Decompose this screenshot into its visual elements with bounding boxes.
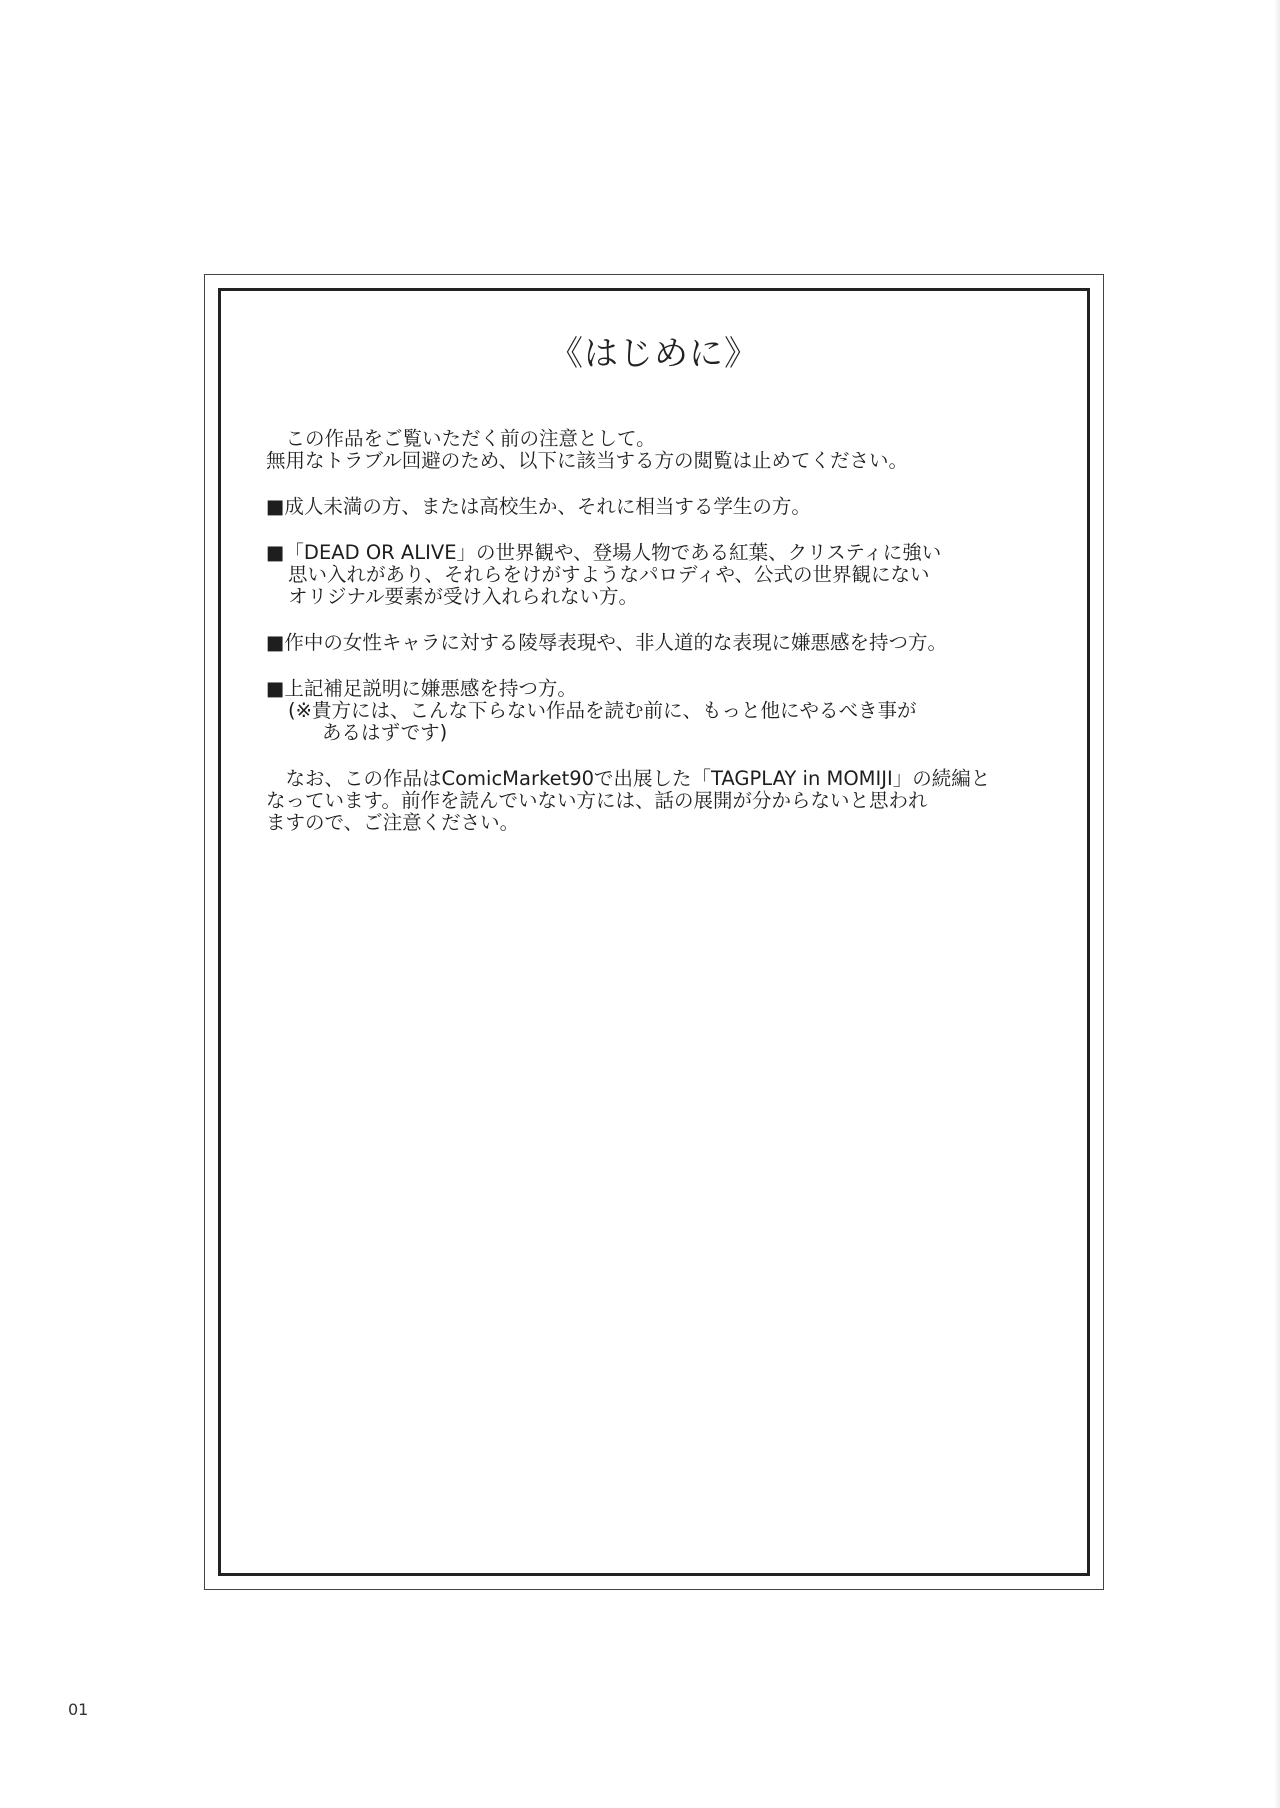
closing-note-line: ますので、ご注意ください。 xyxy=(266,811,520,834)
warning-item-4-note: (※貴方には、こんな下らない作品を読む前に、もっと他にやるべき事が xyxy=(288,699,917,722)
warning-item-2-cont: 思い入れがあり、それらをけがすようなパロディや、公式の世界観にない xyxy=(288,563,930,586)
scan-edge xyxy=(1274,0,1280,1808)
closing-note-line: なっています。前作を読んでいない方には、話の展開が分からないと思われ xyxy=(266,789,928,812)
warning-item-3: ■作中の女性キャラに対する陵辱表現や、非人道的な表現に嫌悪感を持つ方。 xyxy=(266,631,948,654)
intro-line: 無用なトラブル回避のため、以下に該当する方の閲覧は止めてください。 xyxy=(266,449,908,472)
intro-line: この作品をご覧いただく前の注意として。 xyxy=(266,427,656,450)
page-number: 01 xyxy=(68,1700,89,1719)
page-title: 《はじめに》 xyxy=(549,334,759,374)
warning-item-1: ■成人未満の方、または高校生か、それに相当する学生の方。 xyxy=(266,495,811,518)
warning-item-4-note: あるはずです) xyxy=(322,721,448,744)
warning-item-4: ■上記補足説明に嫌悪感を持つ方。 xyxy=(266,677,577,700)
warning-item-2-cont: オリジナル要素が受け入れられない方。 xyxy=(288,585,639,608)
notice-body xyxy=(266,428,1066,834)
warning-item-2: ■「DEAD OR ALIVE」の世界観や、登場人物である紅葉、クリスティに強い xyxy=(266,541,942,564)
closing-note-line: なお、この作品はComicMarket90で出展した「TAGPLAY in MOMIJI」の続編と xyxy=(266,767,991,790)
